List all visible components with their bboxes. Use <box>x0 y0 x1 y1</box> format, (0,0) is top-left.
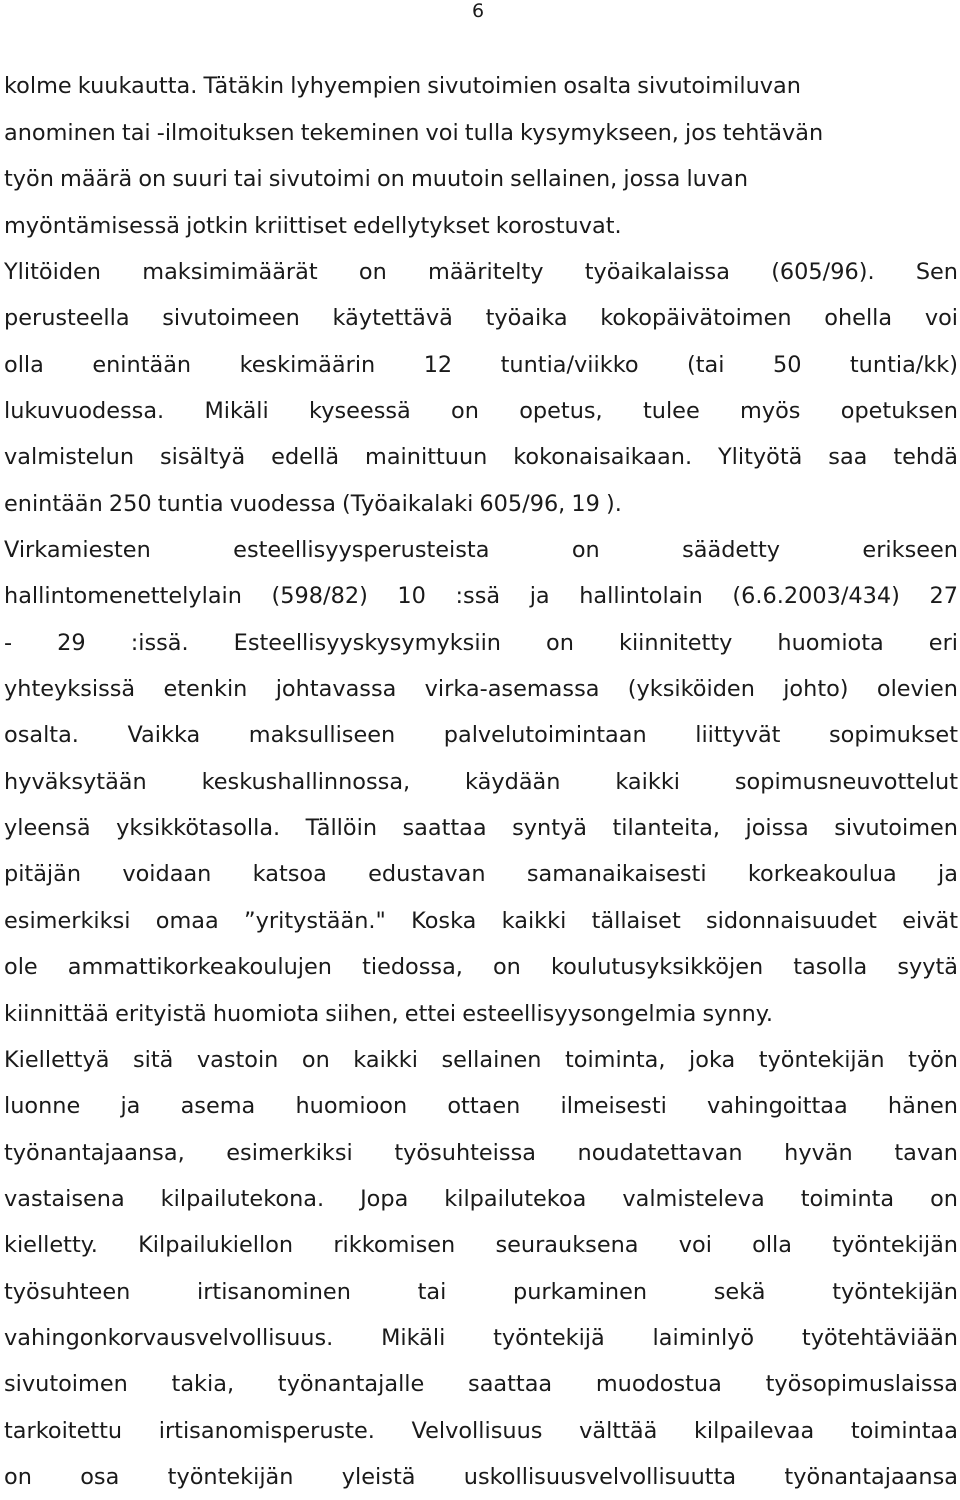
text-line: olla enintään keskimäärin 12 tuntia/viikko (tai 50 tuntia/kk) <box>4 351 958 378</box>
text-line: työnantajaansa, esimerkiksi työsuhteissa noudatettavan hyvän tavan <box>4 1139 958 1166</box>
text-line: perusteella sivutoimeen käytettävä työaika kokopäivätoimen ohella voi <box>4 305 958 332</box>
text-line: myöntämisessä jotkin kriittiset edellytykset korostuvat. <box>4 212 622 239</box>
text-line: hallintomenettelylain (598/82) 10 :ssä ja hallintolain (6.6.2003/434) 27 <box>4 583 958 610</box>
text-line: työn määrä on suuri tai sivutoimi on muutoin sellainen, jossa luvan <box>4 166 749 192</box>
paragraph-ylityot-ja-esteellisyys <box>4 249 958 1500</box>
text-line: työsuhteen irtisanominen tai purkaminen sekä työntekijän <box>4 1278 958 1305</box>
text-line: hyväksytään keskushallinnossa, käydään kaikki sopimusneuvottelut <box>4 768 958 795</box>
text-line: ole ammattikorkeakoulujen tiedossa, on koulutusyksikköjen tasolla syytä <box>4 954 958 981</box>
text-line: esimerkiksi omaa ”yritystään." Koska kaikki tällaiset sidonnaisuudet eivät <box>4 907 958 934</box>
text-line: - 29 :issä. Esteellisyyskysymyksiin on kiinnitetty huomiota eri <box>4 629 958 656</box>
text-line: lukuvuodessa. Mikäli kyseessä on opetus, tulee myös opetuksen <box>4 398 958 425</box>
text-line: anominen tai -ilmoituksen tekeminen voi tulla kysymykseen, jos tehtävän <box>4 119 824 146</box>
text-line: sivutoimen takia, työnantajalle saattaa muodostua työsopimuslaissa <box>4 1371 958 1398</box>
text-line: tarkoitettu irtisanomisperuste. Velvollisuus välttää kilpailevaa toimintaa <box>4 1417 958 1444</box>
text-line: osalta. Vaikka maksulliseen palvelutoimintaan liittyvät sopimukset <box>4 722 958 749</box>
paragraph-sivutoimilupa <box>4 63 958 249</box>
text-line: vahingonkorvausvelvollisuus. Mikäli työntekijä laiminlyö työtehtäviään <box>4 1324 958 1351</box>
text-line: yhteyksissä etenkin johtavassa virka-asemassa (yksiköiden johto) olevien <box>4 676 958 703</box>
text-line: kiinnittää erityistä huomiota siihen, ettei esteellisyysongelmia synny. <box>4 1000 773 1027</box>
text-line: on osa työntekijän yleistä uskollisuusvelvollisuutta työnantajaansa <box>4 1463 958 1490</box>
text-line: Virkamiesten esteellisyysperusteista on säädetty erikseen <box>4 537 958 564</box>
document-body <box>4 63 958 1500</box>
text-line: valmistelun sisältyä edellä mainittuun kokonaisaikaan. Ylityötä saa tehdä <box>4 444 958 471</box>
text-line: vastaisena kilpailutekona. Jopa kilpailutekoa valmisteleva toiminta on <box>4 1185 958 1212</box>
text-line: Kiellettyä sitä vastoin on kaikki sellainen toiminta, joka työntekijän työn <box>4 1046 958 1073</box>
page-number: 6 <box>472 0 485 22</box>
text-line: kielletty. Kilpailukiellon rikkomisen seurauksena voi olla työntekijän <box>4 1232 958 1259</box>
text-line: kolme kuukautta. Tätäkin lyhyempien sivutoimien osalta sivutoimiluvan <box>4 73 801 99</box>
text-line: luonne ja asema huomioon ottaen ilmeisesti vahingoittaa hänen <box>4 1093 958 1120</box>
text-line: pitäjän voidaan katsoa edustavan samanaikaisesti korkeakoulua ja <box>4 861 958 888</box>
text-line: Ylitöiden maksimimäärät on määritelty työaikalaissa (605/96). Sen <box>4 259 958 285</box>
text-line: enintään 250 tuntia vuodessa (Työaikalaki 605/96, 19 ). <box>4 490 622 517</box>
text-line: yleensä yksikkötasolla. Tällöin saattaa syntyä tilanteita, joissa sivutoimen <box>4 815 958 842</box>
